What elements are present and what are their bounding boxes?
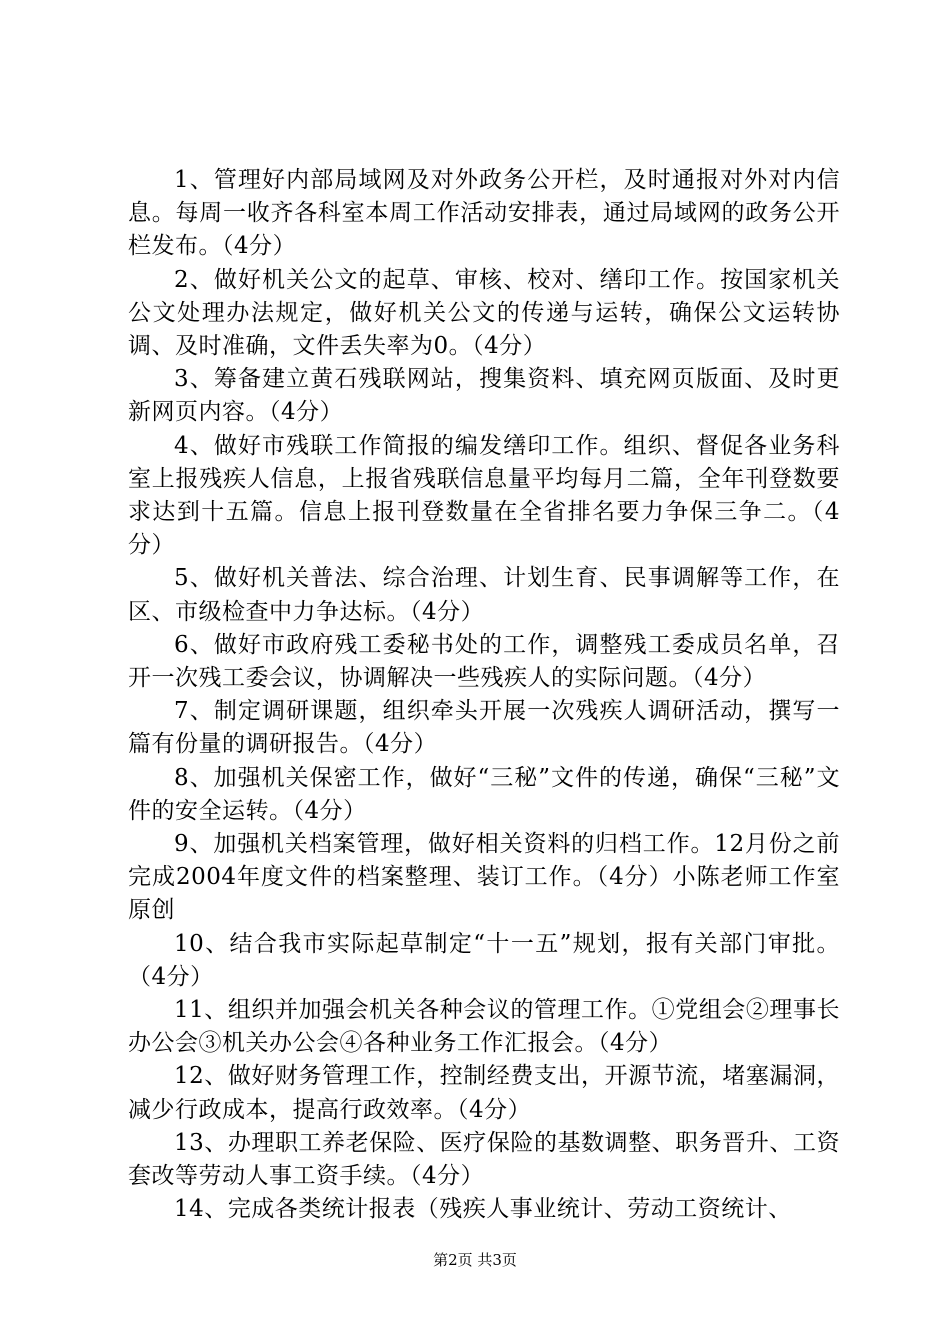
paragraph-item-14: 14、完成各类统计报表（残疾人事业统计、劳动工资统计、: [174, 1196, 792, 1223]
paragraph-item-13: 13、办理职工养老保险、医疗保险的基数调整、职务晋升、工资套改等劳动人事工资手续。（4分）: [128, 1129, 840, 1190]
paragraph-item-1: 1、管理好内部局域网及对外政务公开栏，及时通报对外对内信息。每周一收齐各科室本周工作活动安排表，通过局域网的政务公开栏发布。（4分）: [128, 167, 840, 260]
paragraph-item-2: 2、做好机关公文的起草、审核、校对、缮印工作。按国家机关公文处理办法规定，做好机关公文的传递与运转，确保公文运转协调、及时准确，文件丢失率为0。（4分）: [128, 266, 840, 360]
document-body: [128, 164, 840, 1227]
paragraph-item-4: 4、做好市残联工作简报的编发缮印工作。组织、督促各业务科室上报残疾人信息，上报省残联信息量平均每月二篇，全年刊登数要求达到十五篇。信息上报刊登数量在全省排名要力争保三争二。（4分）: [128, 432, 840, 559]
page-number-footer: 第2页 共3页: [433, 1251, 517, 1269]
paragraph-item-6: 6、做好市政府残工委秘书处的工作，调整残工委成员名单，召开一次残工委会议，协调解决一些残疾人的实际问题。（4分）: [128, 631, 840, 692]
paragraph-item-11: 11、组织并加强会机关各种会议的管理工作。①党组会②理事长办公会③机关办公会④各种业务工作汇报会。（4分）: [128, 997, 840, 1057]
paragraph-item-5: 5、做好机关普法、综合治理、计划生育、民事调解等工作，在区、市级检查中力争达标。（4分）: [128, 565, 840, 625]
paragraph-item-8: 8、加强机关保密工作，做好“三秘”文件的传递，确保“三秘”文件的安全运转。（4分）: [128, 764, 840, 824]
paragraph-item-10: 10、结合我市实际起草制定“十一五”规划，报有关部门审批。（4分）: [128, 930, 840, 990]
paragraph-item-7: 7、制定调研课题，组织牵头开展一次残疾人调研活动，撰写一篇有份量的调研报告。（4分）: [128, 698, 840, 758]
paragraph-item-3: 3、筹备建立黄石残联网站，搜集资料、填充网页版面、及时更新网页内容。（4分）: [128, 366, 840, 426]
paragraph-item-12: 12、做好财务管理工作，控制经费支出，开源节流，堵塞漏洞，减少行政成本，提高行政效率。（4分）: [128, 1063, 840, 1123]
paragraph-item-9: 9、加强机关档案管理，做好相关资料的归档工作。12月份之前完成2004年度文件的档案整理、装订工作。（4分）小陈老师工作室原创: [128, 831, 840, 924]
